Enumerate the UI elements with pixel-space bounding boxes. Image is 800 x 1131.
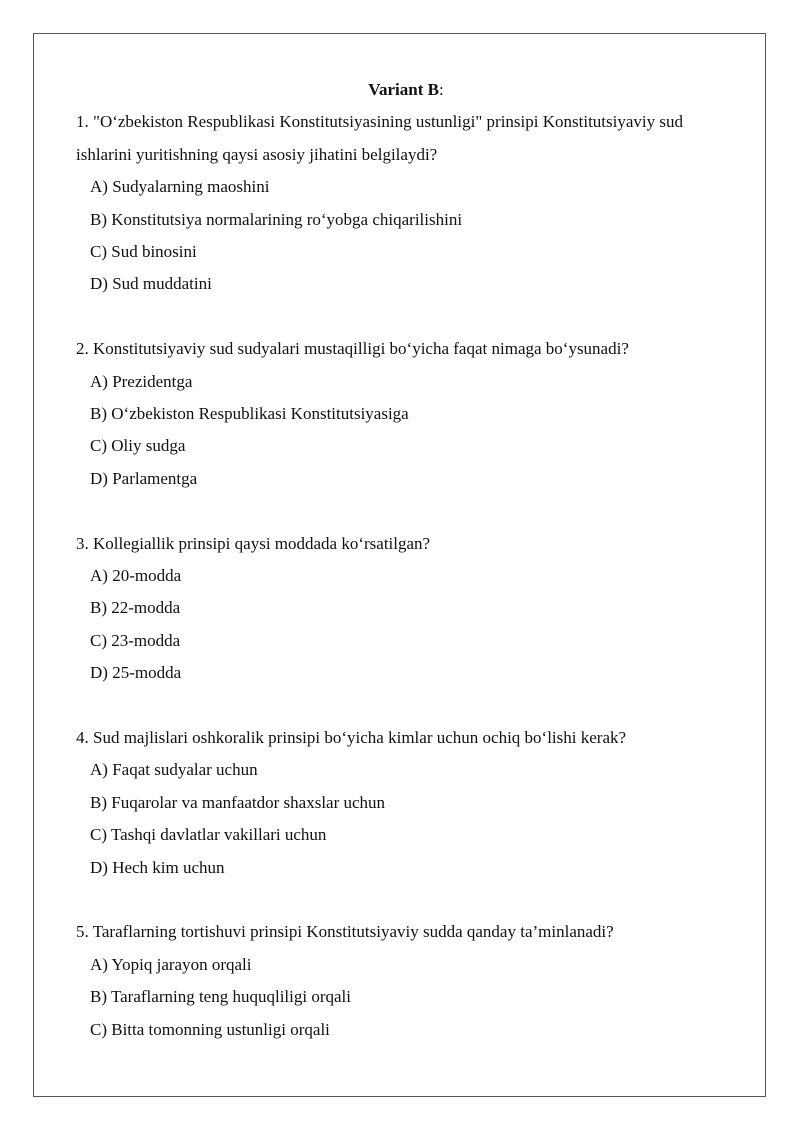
answer-option-c: C) Oliy sudga — [90, 436, 186, 456]
question-1 — [76, 106, 736, 300]
question-text: 2. Konstitutsiyaviy sud sudyalari mustaqilligi bo‘yicha faqat nimaga bo‘ysunadi? — [76, 339, 629, 359]
answer-option-b: B) Taraflarning teng huquqliligi orqali — [90, 987, 351, 1007]
question-text: 5. Taraflarning tortishuvi prinsipi Konstitutsiyaviy sudda qanday ta’minlanadi? — [76, 922, 614, 942]
question-3 — [76, 528, 736, 690]
answer-option-d: D) Parlamentga — [90, 468, 198, 488]
answer-option-c: C) 23-modda — [90, 630, 181, 650]
question-4 — [76, 722, 736, 884]
answer-option-a: A) Prezidentga — [90, 371, 193, 391]
answer-options — [76, 171, 736, 301]
answer-option-c: C) Sud binosini — [90, 242, 197, 262]
answer-options — [76, 754, 736, 884]
answer-option-b: B) Konstitutsiya normalarining ro‘yobga chiqarilishini — [90, 209, 463, 229]
answer-option-a: A) 20-modda — [90, 566, 182, 586]
question-text: 3. Kollegiallik prinsipi qaysi moddada ko‘rsatilgan? — [76, 533, 431, 553]
answer-options — [76, 949, 736, 1046]
answer-option-d: D) 25-modda — [90, 663, 182, 683]
variant-title-colon: : — [438, 80, 444, 99]
answer-option-b: B) O‘zbekiston Respublikasi Konstitutsiyasiga — [90, 404, 409, 424]
answer-option-a: A) Sudyalarning maoshini — [90, 177, 270, 197]
question-2 — [76, 333, 736, 495]
answer-option-b: B) 22-modda — [90, 598, 181, 618]
answer-options — [76, 366, 736, 496]
answer-option-a: A) Faqat sudyalar uchun — [90, 760, 258, 780]
answer-option-a: A) Yopiq jarayon orqali — [90, 954, 252, 974]
answer-option-d: D) Hech kim uchun — [90, 857, 225, 877]
variant-title-text: Variant B — [368, 80, 439, 99]
document-body — [76, 74, 736, 1046]
answer-option-c: C) Tashqi davlatlar vakillari uchun — [90, 825, 327, 845]
question-5 — [76, 916, 736, 1046]
question-text: 1. "O‘zbekiston Respublikasi Konstitutsiyasining ustunligi" prinsipi Konstitutsiyaviy sud ishlarini yuritishning qaysi asosiy jihatini belgilaydi? — [76, 112, 683, 164]
answer-options — [76, 560, 736, 690]
question-text: 4. Sud majlislari oshkoralik prinsipi bo‘yicha kimlar uchun ochiq bo‘lishi kerak? — [76, 728, 627, 748]
variant-title — [76, 74, 736, 106]
answer-option-c: C) Bitta tomonning ustunligi orqali — [90, 1019, 330, 1039]
answer-option-d: D) Sud muddatini — [90, 274, 212, 294]
answer-option-b: B) Fuqarolar va manfaatdor shaxslar uchun — [90, 792, 386, 812]
